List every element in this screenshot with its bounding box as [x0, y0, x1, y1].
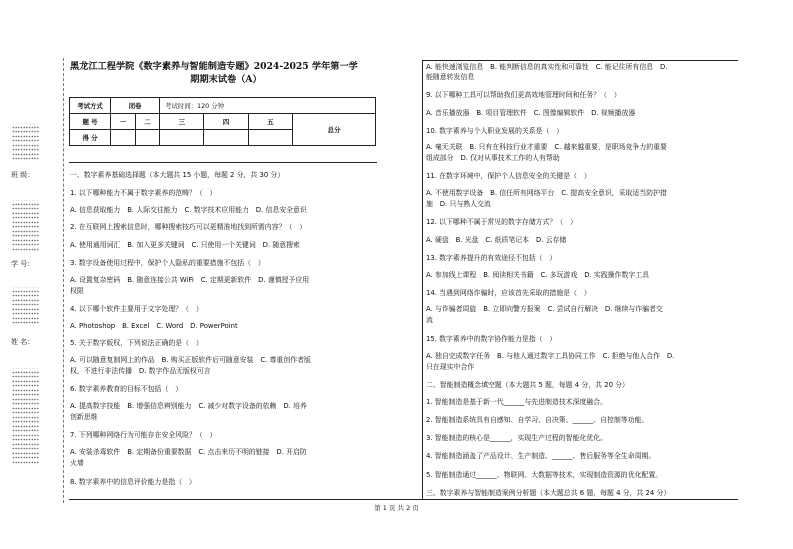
binding-dashed-line: [63, 58, 64, 503]
score-table: [69, 97, 376, 146]
left-question-line-16: 7. 下列哪种网络行为可能存在安全风险？（ ）: [70, 431, 217, 439]
left-question-line-17: A. 安装杀毒软件 B. 定期备份重要数据 C. 点击来历不明的链接 D. 开启防: [70, 448, 307, 456]
left-question-line-3: 2. 在互联网上搜索信息时，哪种搜索技巧可以更精准地找到所需内容？（ ）: [70, 223, 307, 231]
exam-info-row: [70, 98, 376, 114]
left-question-line-5: 3. 数字设备使用过程中，保护个人隐私的重要措施不包括（ ）: [70, 259, 265, 267]
col-2: 二: [135, 114, 160, 130]
right-question-line-23: 3. 智能制造的核心是______，实现生产过程的智能化优化。: [426, 434, 608, 442]
right-question-line-8: A. 不使用数字设备 B. 信任所有网络平台 C. 提高安全意识，采取适当防护措: [426, 189, 667, 197]
right-question-line-9: 施 D. 只与熟人交流: [426, 200, 491, 208]
section-top-line: [69, 162, 377, 163]
page-footer: 第 1 页 共 2 页: [374, 504, 419, 512]
right-question-line-12: 13. 数字素养提升的有效途径不包括（ ）: [426, 254, 557, 262]
exam-time: 考试时间：120 分钟: [160, 98, 376, 114]
left-question-line-8: 4. 以下哪个软件主要用于文字处理？（ ）: [70, 305, 203, 313]
col-1: 一: [111, 114, 136, 130]
column-divider: [422, 60, 423, 500]
score-cell-1: [111, 130, 136, 146]
right-question-line-25: 5. 智能制造通过______、物联网、大数据等技术，实现制造资源的优化配置。: [426, 471, 663, 479]
right-question-line-21: 1. 智能制造是基于新一代______与先进制造技术深度融合。: [426, 398, 608, 406]
col-5: 五: [248, 114, 292, 130]
student-id-label: [11, 259, 34, 269]
right-question-line-17: 15. 数字素养中的数字协作能力是指（ ）: [426, 335, 557, 343]
exam-method-label: 考试方式: [70, 98, 111, 114]
score-cell-2: [135, 130, 160, 146]
right-question-line-2: 9. 以下哪种工具可以帮助我们更高效地管理时间和任务？（ ）: [426, 91, 621, 99]
left-question-line-11: A. 可以随意复制网上的作品 B. 购买正版软件后可随意安装 C. 尊重创作者版: [70, 356, 311, 364]
right-question-line-6: 组成部分 D. 仅对从事技术工作的人有帮助: [426, 154, 560, 162]
class-label-text: 班 级：: [11, 171, 35, 179]
right-question-line-26: 三、数字素养与智能制造案例分析题（本大题总共 6 题，每题 4 分，共 24 分）: [426, 489, 671, 497]
left-question-line-19: 8. 数字素养中的信息评价能力是指（ ）: [70, 478, 196, 486]
right-question-line-0: A. 能快速浏览信息 B. 能判断信息的真实性和可靠性 C. 能记住所有信息 D.: [426, 63, 668, 71]
right-question-line-1: 能随意转发信息: [426, 73, 475, 81]
right-question-line-4: 10. 数字素养与个人职业发展的关系是（ ）: [426, 127, 564, 135]
right-question-line-13: A. 参加线上课程 B. 阅读相关书籍 C. 多玩游戏 D. 实践操作数字工具: [426, 271, 650, 279]
page-bottom-line: [69, 499, 738, 500]
left-question-line-1: 1. 以下哪种能力不属于数字素养的范畴？（ ）: [70, 189, 217, 197]
right-question-line-7: 11. 在数字环境中，保护个人信息安全的关键是（ ）: [426, 172, 591, 180]
right-question-line-14: 14. 当遇到网络诈骗时，应该首先采取的措施是（ ）: [426, 289, 591, 297]
score-cell-3: [160, 130, 204, 146]
right-question-line-22: 2. 智能制造系统具有自感知、自学习、自决策、______、自控制等功能。: [426, 416, 649, 424]
left-question-line-14: A. 提高数字技能 B. 增强信息辨别能力 C. 减少对数字设备的依赖 D. 培养: [70, 402, 307, 410]
left-question-line-2: A. 信息获取能力 B. 人际交往能力 C. 数字技术应用能力 D. 信息安全意识: [70, 206, 307, 214]
left-question-line-15: 创新思维: [70, 413, 98, 421]
left-question-line-18: 火墙: [70, 459, 84, 467]
right-question-line-19: 只在现实中合作: [426, 363, 475, 371]
right-top-line: [422, 60, 738, 61]
right-question-line-15: A. 与诈骗者周旋 B. 立即向警方报案 C. 尝试自行解决 D. 继续与诈骗者交: [426, 305, 663, 313]
right-question-line-5: A. 毫无关联 B. 只有在科技行业才重要 C. 越来越重要，是职场竞争力的重要: [426, 143, 667, 151]
total-score-label: 总分: [293, 114, 376, 146]
left-question-line-9: A. Photoshop B. Excel C. Word D. PowerPoint: [70, 322, 238, 330]
right-question-line-18: A. 独自完成数字任务 B. 与他人通过数字工具协同工作 C. 拒绝与他人合作 D.: [426, 352, 675, 360]
exam-title-line1: 黑龙江工程学院《数字素养与智能制造专题》2024-2025 学年第一学: [70, 61, 358, 72]
binding-stars-mid2: ********** ********** ********** ********** ********** ********** ********** ********** **********: [12, 287, 40, 327]
question-number-row: [70, 114, 376, 130]
class-label: [11, 170, 34, 180]
left-question-line-7: 权限: [70, 287, 84, 295]
col-4: 四: [204, 114, 248, 130]
left-question-line-12: 权，不进行非法传播 D. 数字作品无版权可言: [70, 367, 211, 375]
name-label-text: 姓 名：: [11, 338, 35, 346]
score-cell-5: [248, 130, 292, 146]
left-question-line-0: 一、数字素养基础选择题（本大题共 15 小题，每题 2 分，共 30 分）: [70, 171, 285, 179]
right-question-line-16: 流: [426, 316, 433, 324]
name-label: [11, 337, 34, 347]
exam-title: [70, 60, 382, 86]
right-question-line-24: 4. 智能制造涵盖了产品设计、生产制造、______、售后服务等全生命周期。: [426, 452, 656, 460]
right-question-line-3: A. 音乐播放器 B. 项目管理软件 C. 图像编辑软件 D. 视频播放器: [426, 109, 636, 117]
left-question-line-4: A. 使用通用词汇 B. 加入更多关键词 C. 只使用一个关键词 D. 随意搜索: [70, 241, 300, 249]
score-cell-4: [204, 130, 248, 146]
right-question-line-10: 12. 以下哪种不属于常见的数字存储方式？（ ）: [426, 218, 577, 226]
score-label: 得 分: [70, 130, 111, 146]
student-id-label-text: 学 号：: [11, 260, 35, 268]
left-question-line-6: A. 设置复杂密码 B. 随意连接公共 WiFi C. 定期更新软件 D. 谨慎授予应用: [70, 276, 310, 284]
left-question-line-13: 6. 数字素养教育的目标不包括（ ）: [70, 385, 183, 393]
question-number-label: 题 号: [70, 114, 111, 130]
right-question-line-20: 二、智能制造概念填空题（本大题共 5 题，每题 4 分，共 20 分）: [426, 381, 629, 389]
left-question-line-10: 5. 关于数字版权，下列说法正确的是（ ）: [70, 339, 203, 347]
exam-method-value: 闭卷: [111, 98, 160, 114]
col-3: 三: [160, 114, 204, 130]
right-question-line-11: A. 硬盘 B. 光盘 C. 纸质笔记本 D. 云存储: [426, 236, 567, 244]
binding-stars-bottom: ********** ********** ********** ********** ********** ********** ********** ********** ********** ********** ********** ********** ********** ********** ********** ********** ********** ********** ********** ********** ********** **********: [12, 368, 40, 467]
binding-stars-mid1: ********** ********** ********** ********** ********** ********** ********** ********** ********** ********** ********** **********: [12, 200, 40, 254]
exam-title-line2: 期期末试卷（A）: [190, 74, 262, 85]
binding-stars-top: ********** ********** ********** ********** ********** ********** ********** ********** **********: [12, 123, 40, 163]
